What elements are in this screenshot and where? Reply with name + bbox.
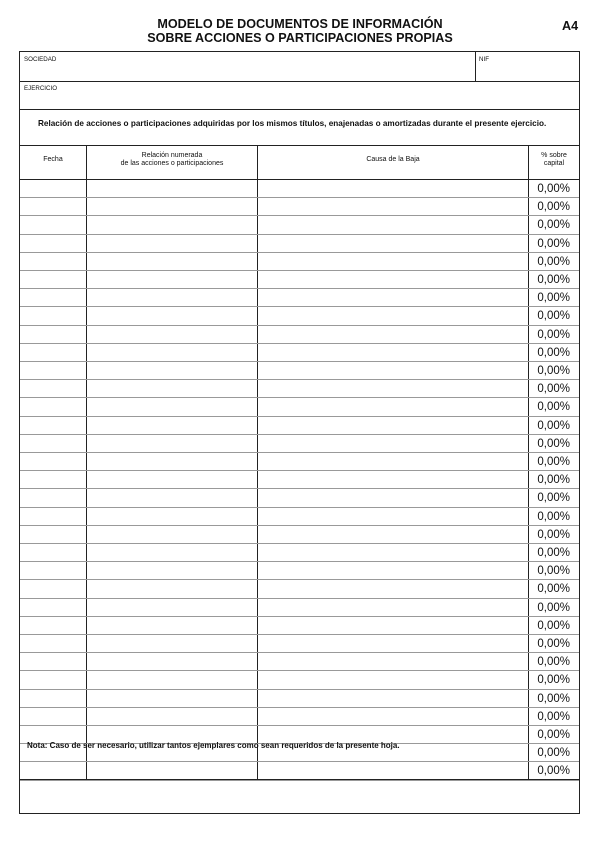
column-header-pct (529, 152, 579, 168)
nif-field[interactable] (476, 52, 579, 81)
table-row[interactable] (20, 526, 579, 544)
pct-cell: 0,00% (537, 565, 570, 578)
column-header-causa: Causa de la Baja (366, 156, 420, 163)
table-row[interactable] (20, 271, 579, 289)
table-row[interactable] (20, 599, 579, 617)
pct-cell: 0,00% (537, 747, 570, 760)
ejercicio-label: EJERCICIO (24, 85, 58, 92)
table-row[interactable] (20, 289, 579, 307)
table-row[interactable] (20, 617, 579, 635)
table-row[interactable] (20, 307, 579, 325)
pct-cell: 0,00% (537, 219, 570, 232)
column-header-pct-line2: capital (543, 160, 565, 168)
pct-cell: 0,00% (537, 365, 570, 377)
divider-section (20, 145, 579, 146)
pct-cell: 0,00% (537, 601, 570, 614)
pct-cell: 0,00% (537, 492, 570, 505)
pct-cell: 0,00% (537, 292, 570, 305)
table-row[interactable] (20, 344, 579, 362)
table-row[interactable] (20, 580, 579, 598)
pct-cell: 0,00% (537, 437, 570, 450)
table-row[interactable] (20, 453, 579, 471)
table-row[interactable] (20, 326, 579, 344)
pct-cell: 0,00% (537, 201, 570, 214)
pct-cell: 0,00% (537, 710, 570, 723)
column-header-relacion-line2: de las acciones o participaciones (120, 160, 224, 168)
pct-cell: 0,00% (537, 419, 570, 432)
table-row[interactable] (20, 544, 579, 562)
table-row[interactable] (20, 690, 579, 708)
pct-cell: 0,00% (537, 346, 570, 359)
pct-cell: 0,00% (537, 729, 570, 741)
table-row[interactable] (20, 671, 579, 689)
pct-cell: 0,00% (537, 528, 570, 541)
sociedad-label: SOCIEDAD (24, 56, 57, 63)
document-title (120, 17, 480, 45)
pct-cell: 0,00% (537, 274, 570, 286)
table-row[interactable] (20, 198, 579, 216)
table-row[interactable] (20, 380, 579, 398)
table-row[interactable] (20, 762, 579, 780)
table-row[interactable] (20, 708, 579, 726)
table-row[interactable] (20, 417, 579, 435)
pct-cell: 0,00% (537, 237, 570, 250)
pct-cell: 0,00% (537, 255, 570, 268)
nif-label: NIF (479, 56, 489, 63)
pct-cell: 0,00% (537, 474, 570, 487)
pct-cell: 0,00% (537, 328, 570, 341)
column-header-relacion (87, 152, 257, 168)
title-line-1: MODELO DE DOCUMENTOS DE INFORMACIÓN (157, 17, 443, 31)
table-row[interactable] (20, 435, 579, 453)
ejercicio-field[interactable] (20, 82, 579, 109)
pct-cell: 0,00% (537, 638, 570, 650)
divider-ejercicio (20, 109, 579, 110)
pct-cell: 0,00% (537, 656, 570, 669)
pct-cell: 0,00% (537, 456, 570, 468)
divider-table-bottom (20, 779, 579, 780)
table-row[interactable] (20, 471, 579, 489)
table-row[interactable] (20, 180, 579, 198)
table-row[interactable] (20, 362, 579, 380)
pct-cell: 0,00% (537, 547, 570, 559)
table-row[interactable] (20, 635, 579, 653)
pct-cell: 0,00% (537, 692, 570, 705)
section-heading: Relación de acciones o participaciones adquiridas por los mismos títulos, enajenadas o amortizadas durante el presente ejercicio. (38, 119, 547, 128)
pct-cell: 0,00% (537, 583, 570, 596)
table-row[interactable] (20, 398, 579, 416)
form-frame (19, 51, 580, 814)
column-header-relacion-line1: Relación numerada (141, 152, 203, 159)
pct-cell: 0,00% (537, 674, 570, 687)
pct-cell: 0,00% (537, 510, 570, 523)
table-row[interactable] (20, 216, 579, 234)
column-header-pct-line1: % sobre (541, 152, 567, 159)
form-code: A4 (562, 19, 579, 33)
pct-cell: 0,00% (537, 619, 570, 632)
table-row[interactable] (20, 235, 579, 253)
table-row[interactable] (20, 489, 579, 507)
table-row[interactable] (20, 653, 579, 671)
pct-cell: 0,00% (537, 765, 570, 778)
footer-note: Nota: Caso de ser necesario, utilizar tantos ejemplares como sean requeridos de la presente hoja. (27, 741, 400, 750)
pct-cell: 0,00% (537, 310, 570, 323)
sociedad-field[interactable] (20, 52, 475, 81)
pct-cell: 0,00% (537, 183, 570, 195)
pct-cell: 0,00% (537, 383, 570, 396)
table-row[interactable] (20, 562, 579, 580)
table-row[interactable] (20, 253, 579, 271)
pct-cell: 0,00% (537, 401, 570, 414)
column-header-fecha: Fecha (43, 156, 63, 163)
table-row[interactable] (20, 508, 579, 526)
title-line-2: SOBRE ACCIONES O PARTICIPACIONES PROPIAS (147, 31, 453, 45)
